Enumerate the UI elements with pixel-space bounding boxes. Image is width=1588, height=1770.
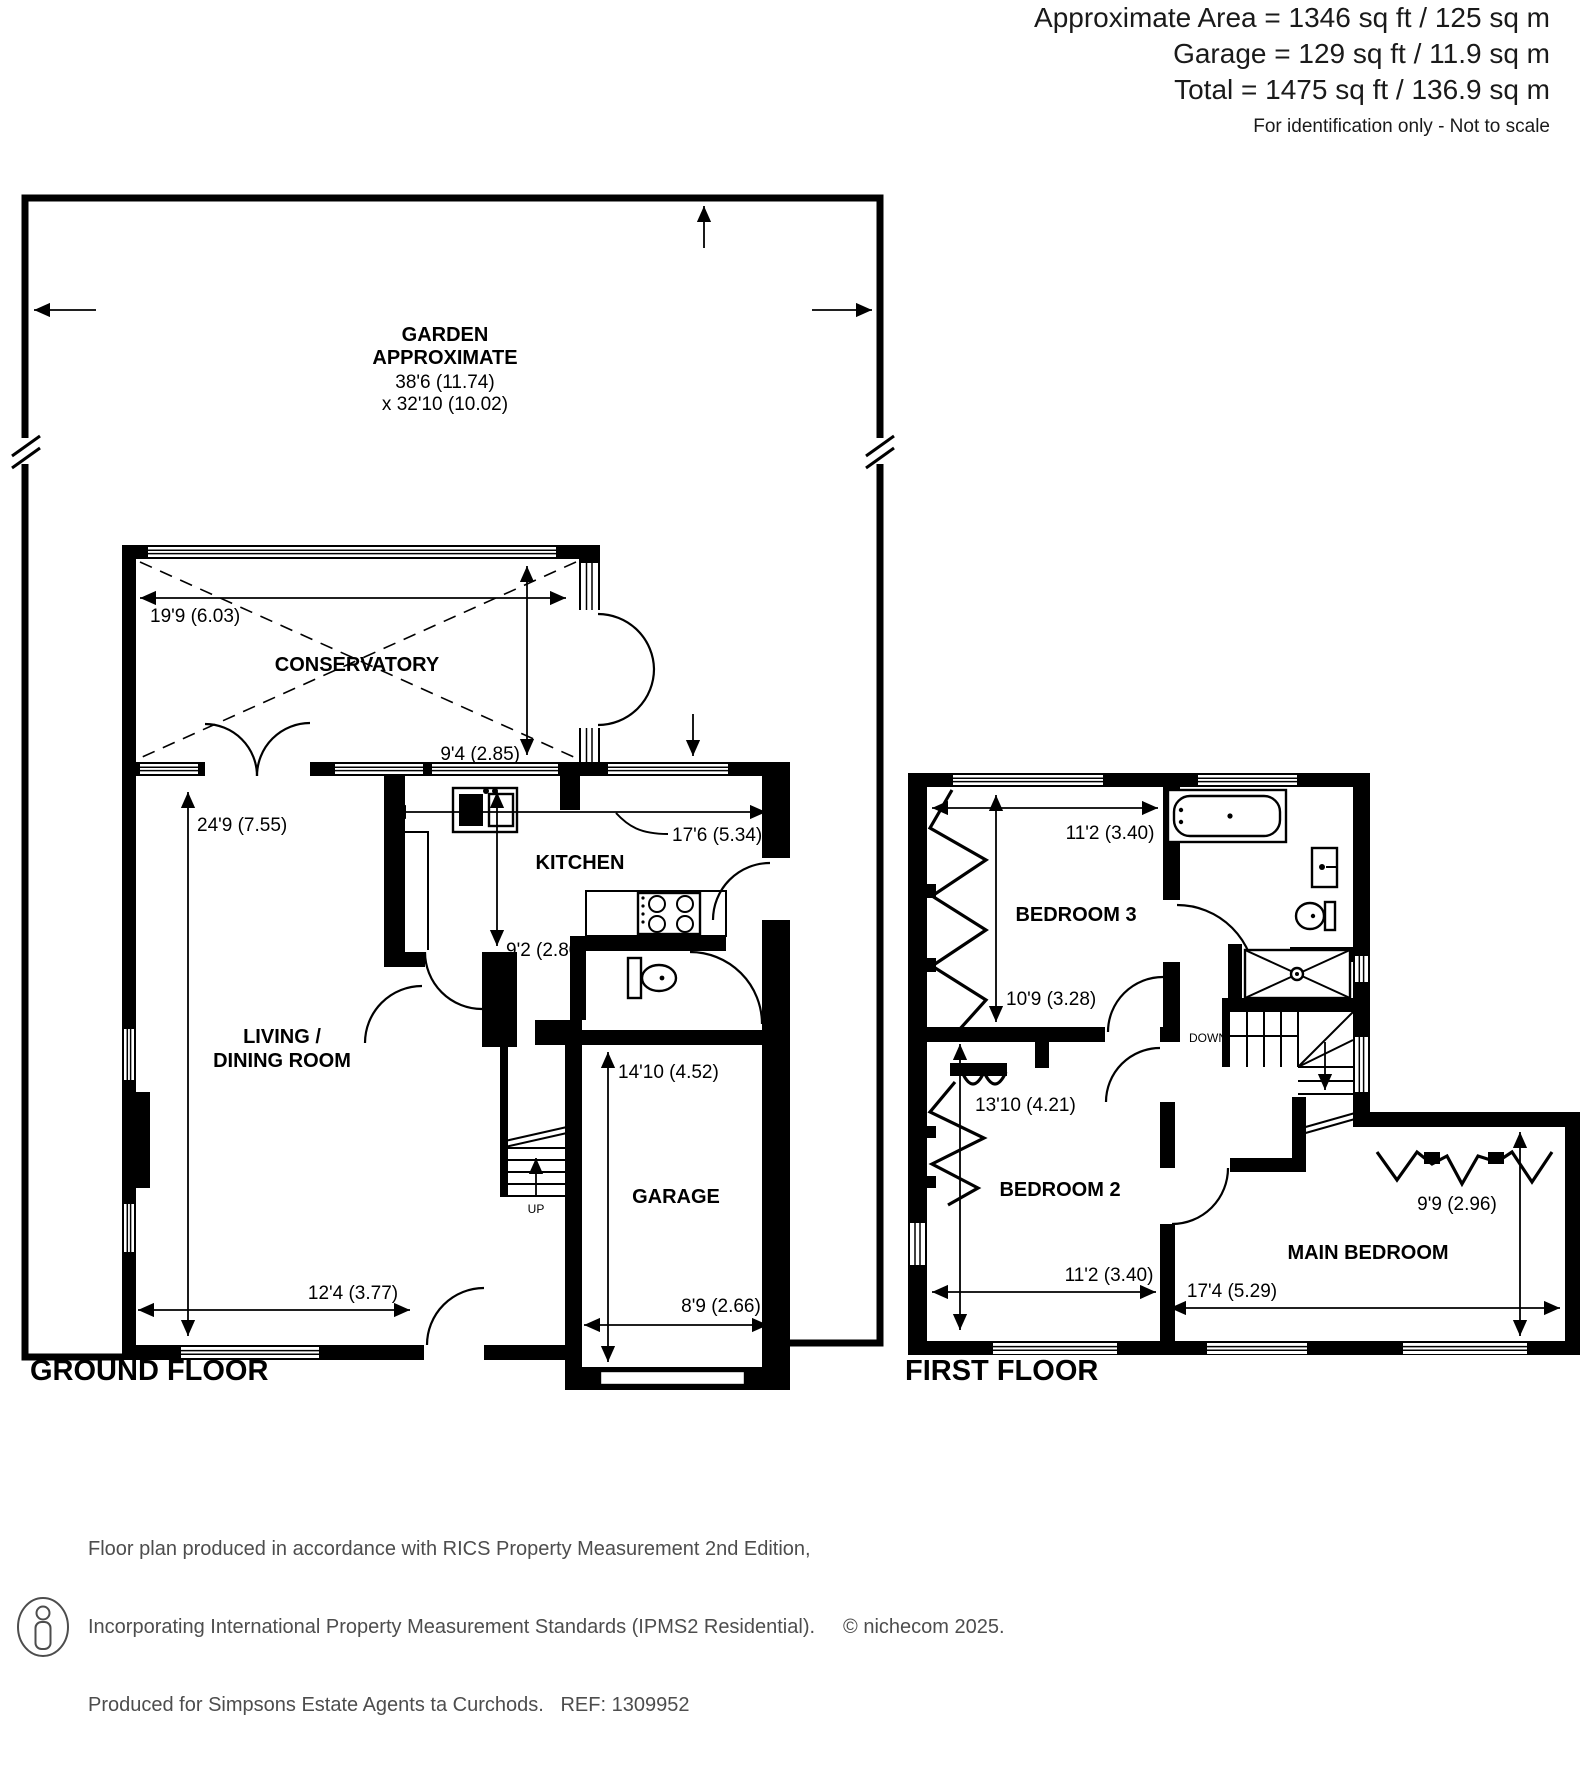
main-bedroom-window-1-icon [1207, 1343, 1307, 1354]
garage-door-icon [600, 1371, 745, 1385]
garage-label: GARAGE [632, 1186, 720, 1208]
front-wall-window-1-icon [140, 764, 198, 774]
kitchen-hob-icon [586, 891, 726, 936]
bedroom2-window-left-icon [910, 1223, 925, 1265]
bedroom2-label: BEDROOM 2 [999, 1179, 1121, 1201]
bedroom2-door-icon [1106, 1048, 1160, 1102]
first-floor-title: FIRST FLOOR [905, 1355, 1099, 1387]
kitchen-hall-door-icon [425, 952, 482, 1009]
first-floor-plan [905, 773, 1580, 1387]
conservatory-french-door-top-icon [598, 614, 654, 669]
bedroom3-depth-dim: 10'9 (3.28) [1006, 989, 1097, 1010]
bedroom3-door-icon [1108, 977, 1163, 1032]
bathtub-icon [1168, 790, 1286, 842]
bedroom2-window-bottom-icon [993, 1343, 1117, 1354]
main-bedroom-width-dim: 17'4 (5.29) [1186, 1281, 1278, 1302]
total-area-line: Total = 1475 sq ft / 136.9 sq m [1174, 74, 1550, 105]
garden-dim-2: x 32'10 (10.02) [381, 394, 509, 415]
ground-floor-walls [122, 545, 790, 1390]
living-label-line2: DINING ROOM [213, 1050, 351, 1072]
stairs-window-icon [1355, 1037, 1368, 1092]
bedroom3-width-dim: 11'2 (3.40) [1065, 823, 1155, 844]
shower-icon [1245, 950, 1350, 998]
footer [16, 1484, 1005, 1770]
front-wall-window-3-icon [432, 764, 558, 774]
bedroom3-label: BEDROOM 3 [1015, 904, 1137, 926]
living-window-left-2-icon [124, 1204, 134, 1252]
nichecom-person-icon [16, 1596, 74, 1658]
main-bedroom-wardrobe-icon [1377, 1152, 1552, 1184]
conservatory-depth-dim: 9'4 (2.85) [440, 744, 520, 765]
conservatory-french-door-bottom-icon [598, 669, 654, 725]
stairs-up [505, 1127, 567, 1216]
main-bedroom-door-icon [1172, 1168, 1228, 1224]
living-width-dim: 12'4 (3.77) [307, 1283, 399, 1304]
stairs-down [1189, 1005, 1355, 1136]
main-bedroom-label: MAIN BEDROOM [1287, 1242, 1449, 1264]
approximate-area-line: Approximate Area = 1346 sq ft / 125 sq m [1034, 2, 1550, 33]
conservatory-width-dim: 19'9 (6.03) [150, 606, 241, 627]
bedroom3-window-icon [953, 775, 1103, 785]
conservatory-window-right-bottom-icon [581, 728, 598, 762]
bedroom2-wardrobe-icon [926, 1072, 1006, 1205]
living-hall-door-icon [365, 986, 422, 1043]
bathroom-door-icon [1177, 905, 1255, 983]
scale-disclaimer: For identification only - Not to scale [1253, 116, 1550, 137]
wc-door-icon [690, 952, 762, 1024]
garden-dim-1: 38'6 (11.74) [395, 372, 495, 393]
ground-floor-dimensions [138, 566, 768, 1362]
kitchen-counter-line [405, 832, 428, 950]
living-label-line1: LIVING / [243, 1026, 321, 1048]
first-floor-walls [908, 773, 1580, 1355]
bedroom3-wardrobe-icon [926, 790, 986, 1040]
garage-width-dim: 8'9 (2.66) [681, 1296, 761, 1317]
kitchen-width-dim: 17'6 (5.34) [672, 825, 763, 846]
bedroom3-door-opening [1105, 1027, 1160, 1042]
wc-toilet-icon [628, 958, 676, 998]
main-bedroom-window-2-icon [1403, 1343, 1527, 1354]
bedroom2-width-dim: 11'2 (3.40) [1064, 1265, 1154, 1286]
garden-label: GARDEN [401, 324, 489, 346]
living-window-left-1-icon [124, 1029, 134, 1080]
footer-text [88, 1484, 1005, 1770]
footer-copyright: © nichecom 2025. [843, 1616, 1005, 1638]
front-door-icon [427, 1288, 484, 1345]
kitchen-window-icon [608, 764, 728, 774]
garage-depth-dim: 14'10 (4.52) [618, 1062, 719, 1083]
ground-floor-plan [30, 545, 790, 1390]
boundary-break-right-icon [866, 436, 894, 468]
main-bedroom-depth-dim: 9'9 (2.96) [1417, 1194, 1497, 1215]
bedroom2-depth-dim: 13'10 (4.21) [975, 1095, 1076, 1116]
conservatory-window-right-top-icon [581, 563, 598, 610]
conservatory-window-top-icon [148, 547, 556, 557]
front-wall-window-2-icon [335, 764, 423, 774]
kitchen-label: KITCHEN [535, 852, 625, 874]
conservatory-label: CONSERVATORY [274, 654, 440, 676]
footer-line-3: Produced for Simpsons Estate Agents ta Curchods. REF: 1309952 [88, 1694, 690, 1716]
footer-line-2: Incorporating International Property Measurement Standards (IPMS2 Residential). [88, 1616, 816, 1638]
bathroom-window-icon [1198, 775, 1297, 785]
footer-line-1: Floor plan produced in accordance with RICS Property Measurement 2nd Edition, [88, 1538, 811, 1560]
garden-sublabel: APPROXIMATE [372, 347, 518, 369]
bathroom-toilet-icon [1296, 902, 1335, 930]
bathroom-sink-icon [1312, 848, 1337, 887]
living-depth-dim: 24'9 (7.55) [197, 815, 288, 836]
garage-area-line: Garage = 129 sq ft / 11.9 sq m [1173, 38, 1550, 69]
stairs-up-label: UP [527, 1202, 545, 1216]
kitchen-sink-icon [453, 788, 517, 832]
boundary-break-left-icon [12, 436, 40, 468]
ground-floor-title: GROUND FLOOR [30, 1355, 269, 1387]
kitchen-depth-dim: 9'2 (2.80) [506, 940, 586, 961]
shower-window-icon [1355, 956, 1368, 982]
stairs-down-label: DOWN [1189, 1031, 1227, 1045]
